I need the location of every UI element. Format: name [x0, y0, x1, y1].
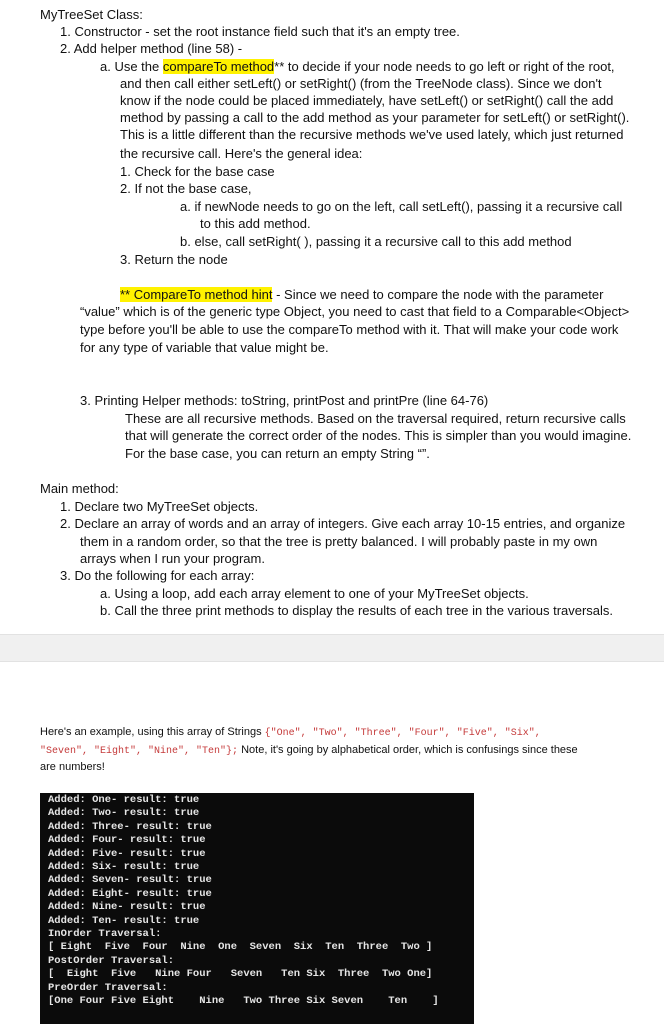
step-right: b. else, call setRight( ), passing it a recursive call to this add method	[180, 234, 572, 249]
main-title: Main method:	[40, 481, 119, 496]
class-title: MyTreeSet Class:	[40, 7, 143, 22]
terminal-line: Added: Seven- result: true	[48, 874, 212, 886]
example-note: Note, it's going by alphabetical order, which is confusings since these	[238, 744, 578, 756]
terminal-line: PreOrder Traversal:	[48, 982, 168, 994]
page-divider	[0, 634, 664, 662]
item-a-line1	[100, 58, 615, 75]
step-left-line1: a. if newNode needs to go on the left, call setLeft(), passing it a recursive call	[180, 199, 623, 214]
terminal-line: InOrder Traversal:	[48, 928, 162, 940]
terminal-line: Added: Eight- result: true	[48, 888, 212, 900]
terminal-line: Added: Five- result: true	[48, 848, 206, 860]
item-a-line4: method by passing a call to the add method as your parameter for setLeft() or setRight().	[120, 110, 630, 125]
terminal-line: [One Four Five Eight Nine Two Three Six Seven Ten ]	[48, 995, 439, 1007]
hint-line3: type before you'll be able to use the compareTo method with it. That will make your code work	[80, 322, 619, 337]
hint-line4: for any type of variable that value might be.	[80, 340, 329, 355]
main-item1: 1. Declare two MyTreeSet objects.	[60, 499, 259, 514]
hint-rest: - Since we need to compare the node with the parameter	[272, 287, 604, 302]
step-left-line2: to this add method.	[200, 216, 311, 231]
item-a-rest: ** to decide if your node needs to go left or right of the root,	[274, 59, 615, 74]
printing-line2: that will generate the correct order of the nodes. This is simpler than you would imagine.	[125, 428, 632, 443]
terminal-line: [ Eight Five Nine Four Seven Ten Six Three Two One]	[48, 968, 433, 980]
step-base-case: 1. Check for the base case	[120, 164, 275, 179]
main-item3b: b. Call the three print methods to display the results of each tree in the various traversals.	[100, 603, 614, 618]
example-array-part2: "Seven", "Eight", "Nine", "Ten"};	[40, 746, 239, 757]
terminal-line: Added: Two- result: true	[48, 807, 200, 819]
example-intro-line1	[40, 724, 541, 742]
item-printing-helpers: 3. Printing Helper methods: toString, printPost and printPre (line 64-76)	[80, 393, 489, 408]
step-not-base: 2. If not the base case,	[120, 181, 252, 196]
terminal-output	[40, 793, 474, 1024]
item-a-line2: and then call either setLeft() or setRight() (from the TreeNode class). Since we don't	[120, 76, 602, 91]
item-a-line3: know if the node could be placed immediately, have setLeft() or setRight() call the add	[120, 93, 614, 108]
main-item2-line1: 2. Declare an array of words and an array of integers. Give each array 10-15 entries, and organize	[60, 516, 626, 531]
terminal-line: [ Eight Five Four Nine One Seven Six Ten Three Two ]	[48, 941, 433, 953]
terminal-line: Added: One- result: true	[48, 794, 200, 806]
compareto-highlight: compareTo method	[162, 59, 275, 74]
item-a-line6: the recursive call. Here's the general idea:	[120, 146, 363, 161]
terminal-line: Added: Four- result: true	[48, 834, 206, 846]
item-a-prefix: a. Use the	[100, 59, 163, 74]
main-item3: 3. Do the following for each array:	[60, 568, 255, 583]
step-return: 3. Return the node	[120, 252, 228, 267]
main-item2-line3: arrays when I run your program.	[80, 551, 265, 566]
terminal-line: PostOrder Traversal:	[48, 955, 175, 967]
example-intro-line2	[40, 742, 578, 760]
example-array-part1: {"One", "Two", "Three", "Four", "Five", "Six",	[264, 728, 541, 739]
item-add-helper: 2. Add helper method (line 58) -	[60, 41, 243, 56]
example-intro: Here's an example, using this array of Strings	[40, 726, 265, 738]
terminal-line: Added: Ten- result: true	[48, 915, 200, 927]
terminal-line: Added: Three- result: true	[48, 821, 212, 833]
terminal-line: Added: Six- result: true	[48, 861, 200, 873]
item-constructor: 1. Constructor - set the root instance field such that it's an empty tree.	[60, 24, 460, 39]
main-item2-line2: them in a random order, so that the tree is pretty balanced. I will probably paste in my own	[80, 534, 598, 549]
hint-line2: “value” which is of the generic type Object, you need to cast that field to a Comparable<Object>	[80, 304, 630, 319]
printing-line1: These are all recursive methods. Based on the traversal required, return recursive calls	[125, 411, 626, 426]
printing-line3: For the base case, you can return an empty String “”.	[125, 446, 430, 461]
example-note-line2: are numbers!	[40, 761, 105, 773]
hint-highlight: ** CompareTo method hint	[120, 287, 273, 302]
hint-line1	[120, 286, 603, 303]
terminal-line: Added: Nine- result: true	[48, 901, 206, 913]
main-item3a: a. Using a loop, add each array element to one of your MyTreeSet objects.	[100, 586, 529, 601]
item-a-line5: This is a little different than the recursive methods we've used lately, which just returned	[120, 127, 624, 142]
